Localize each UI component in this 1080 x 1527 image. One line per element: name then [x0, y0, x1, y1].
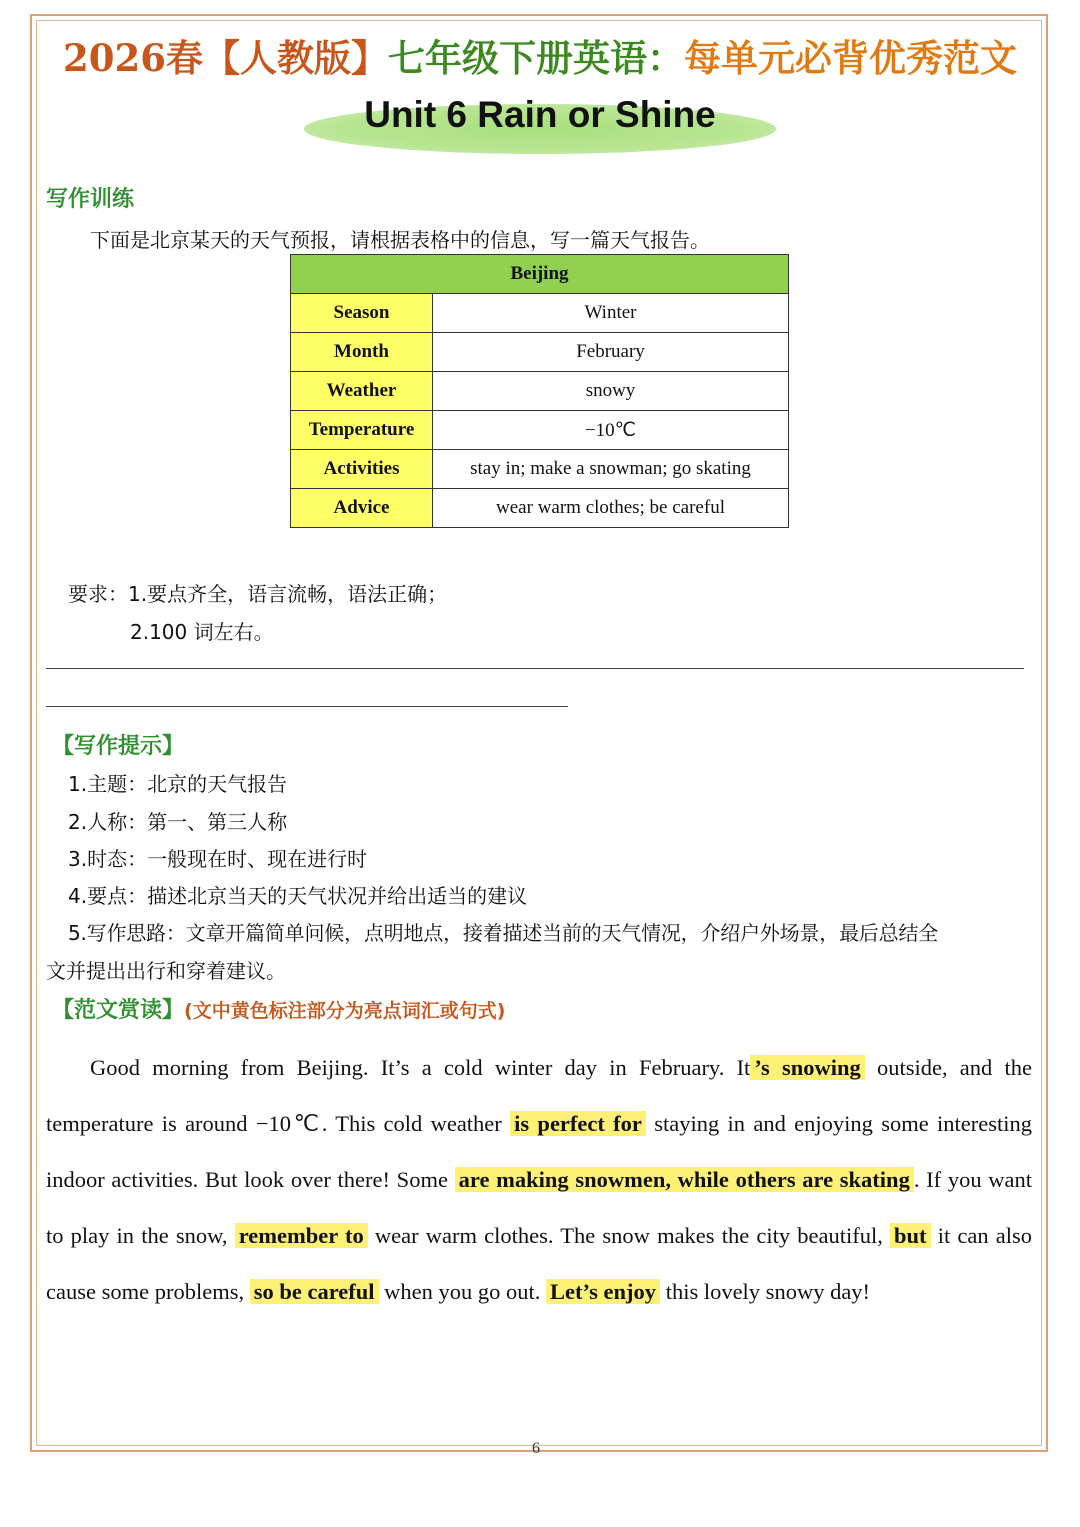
table-value: wear warm clothes; be careful: [433, 489, 789, 528]
unit-title: Unit 6 Rain or Shine: [364, 94, 716, 135]
table-key: Activities: [291, 450, 433, 489]
table-header: Beijing: [291, 255, 789, 294]
essay-text: . If you want to play in the snow,: [46, 1167, 1032, 1248]
tip-item: 5.写作思路：文章开篇简单问候，点明地点，接着描述当前的天气情况，介绍户外场景，最后总结全: [68, 921, 939, 945]
page-title: [0, 28, 1080, 82]
tip-item: 文并提出出行和穿着建议。: [46, 959, 286, 983]
section-heading-writing: 写作训练: [46, 187, 135, 212]
tip-item: 2.人称：第一、第三人称: [68, 810, 288, 834]
essay-text: this lovely snowy day!: [660, 1279, 871, 1304]
title-part-edition: 2026春【人教版】: [63, 36, 388, 80]
table-key: Temperature: [291, 411, 433, 450]
essay-highlight: ’s snowing: [750, 1055, 864, 1080]
table-row: [291, 489, 789, 528]
requirement-line-1: 要求：1.要点齐全，语言流畅，语法正确；: [68, 582, 448, 606]
essay-highlight: Let’s enjoy: [546, 1279, 660, 1304]
essay-text: it can also cause some problems,: [46, 1223, 1032, 1304]
table-key: Advice: [291, 489, 433, 528]
table-value: snowy: [433, 372, 789, 411]
weather-table: [290, 254, 789, 528]
table-key: Weather: [291, 372, 433, 411]
essay-text: outside, and the temperature is around −10℃. This cold weather: [46, 1055, 1032, 1136]
table-key: Month: [291, 333, 433, 372]
model-essay: [46, 1040, 1032, 1320]
essay-text: Good morning from Beijing. It’s a cold winter day in February. It: [90, 1055, 751, 1080]
page-number: 6: [532, 1440, 540, 1457]
table-row: [291, 372, 789, 411]
essay-highlight: are making snowmen, while others are skating: [455, 1167, 914, 1192]
model-essay-title: 【范文赏读】: [52, 998, 185, 1023]
table-value: −10℃: [433, 411, 789, 450]
essay-highlight: so be careful: [250, 1279, 379, 1304]
table-row: [291, 294, 789, 333]
table-value: stay in; make a snowman; go skating: [433, 450, 789, 489]
essay-text: wear warm clothes. The snow makes the city beautiful,: [367, 1223, 891, 1248]
model-essay-note: (文中黄色标注部分为亮点词汇或句式): [184, 1000, 506, 1022]
tip-item: 3.时态：一般现在时、现在进行时: [68, 847, 368, 871]
table-value: Winter: [433, 294, 789, 333]
table-key: Season: [291, 294, 433, 333]
title-part-grade: 七年级下册英语：: [387, 36, 684, 80]
essay-highlight: but: [890, 1223, 931, 1248]
tip-item: 4.要点：描述北京当天的天气状况并给出适当的建议: [68, 884, 528, 908]
task-instruction: 下面是北京某天的天气预报，请根据表格中的信息，写一篇天气报告。: [90, 228, 710, 252]
essay-text: when you go out.: [378, 1279, 547, 1304]
essay-paragraph: [46, 1040, 1032, 1320]
answer-line: [46, 668, 1024, 669]
essay-highlight: is perfect for: [510, 1111, 646, 1136]
model-essay-heading: [52, 993, 505, 1024]
table-row: [291, 333, 789, 372]
requirement-line-2: 2.100 词左右。: [130, 620, 274, 644]
table-row: [291, 450, 789, 489]
essay-text: staying in and enjoying some interesting indoor activities. But look over there! Some: [46, 1111, 1032, 1192]
essay-highlight: remember to: [235, 1223, 368, 1248]
tip-item: 1.主题：北京的天气报告: [68, 772, 288, 796]
table-value: February: [433, 333, 789, 372]
answer-line: [46, 706, 568, 707]
tips-heading: 【写作提示】: [52, 734, 185, 759]
title-part-essays: 每单元必背优秀范文: [683, 36, 1017, 80]
table-row: [291, 411, 789, 450]
